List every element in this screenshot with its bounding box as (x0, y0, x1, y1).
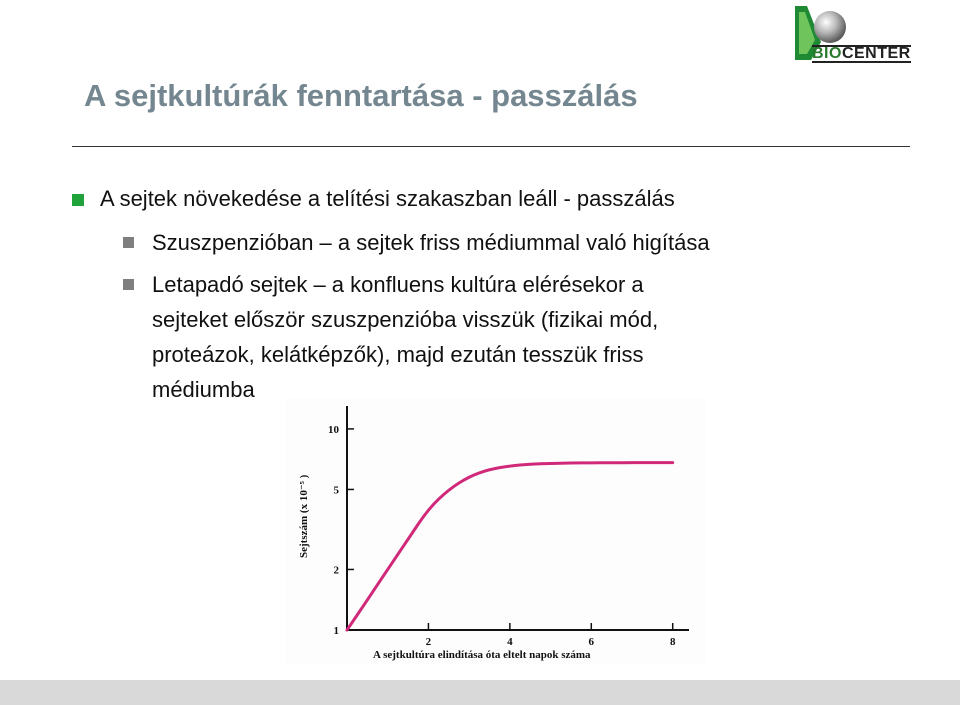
sub-bullet-square-icon (123, 279, 134, 290)
sub-bullet-text-line-3: proteázok, kelátképzők), majd ezután tesszük friss (152, 342, 644, 367)
x-axis-label: A sejtkultúra elindítása óta eltelt napok száma (373, 649, 591, 661)
sub-bullet-text: Szuszpenzióban – a sejtek friss médiummal való higítása (152, 230, 710, 255)
logo-text-center: CENTER (841, 45, 911, 62)
footer-band (0, 680, 960, 705)
title-divider (72, 146, 910, 147)
growth-chart (285, 398, 705, 665)
y-axis-label: Sejtszám (x 10⁻⁵ ) (298, 474, 310, 558)
y-tick-label: 2 (333, 564, 339, 577)
x-tick-label: 6 (588, 636, 595, 648)
logo-sphere (814, 11, 846, 43)
sub-bullet-square-icon (123, 237, 134, 248)
bullet-square-icon (72, 194, 84, 206)
sub-bullet-text-line-4: médiumba (152, 377, 255, 402)
sub-bullet-text-line-1: Letapadó sejtek – a konfluens kultúra elérésekor a (152, 272, 644, 297)
x-tick-label: 8 (669, 636, 676, 648)
slide-title: A sejtkultúrák fenntartása - passzálás (84, 78, 638, 113)
bullet-main-text: A sejtek növekedése a telítési szakaszban leáll - passzálás (100, 186, 675, 211)
y-tick-label: 1 (333, 625, 339, 637)
y-tick-label: 10 (328, 423, 339, 436)
logo-text-bio: BIO (812, 45, 842, 62)
x-tick-label: 4 (507, 636, 513, 648)
y-tick-label: 5 (333, 484, 339, 497)
x-tick-label: 2 (425, 636, 432, 648)
growth-chart-svg (285, 398, 705, 665)
sub-bullet-text-line-2: sejteket először szuszpenzióba visszük (fizikai mód, (152, 307, 659, 332)
logo-wordmark (812, 45, 911, 63)
